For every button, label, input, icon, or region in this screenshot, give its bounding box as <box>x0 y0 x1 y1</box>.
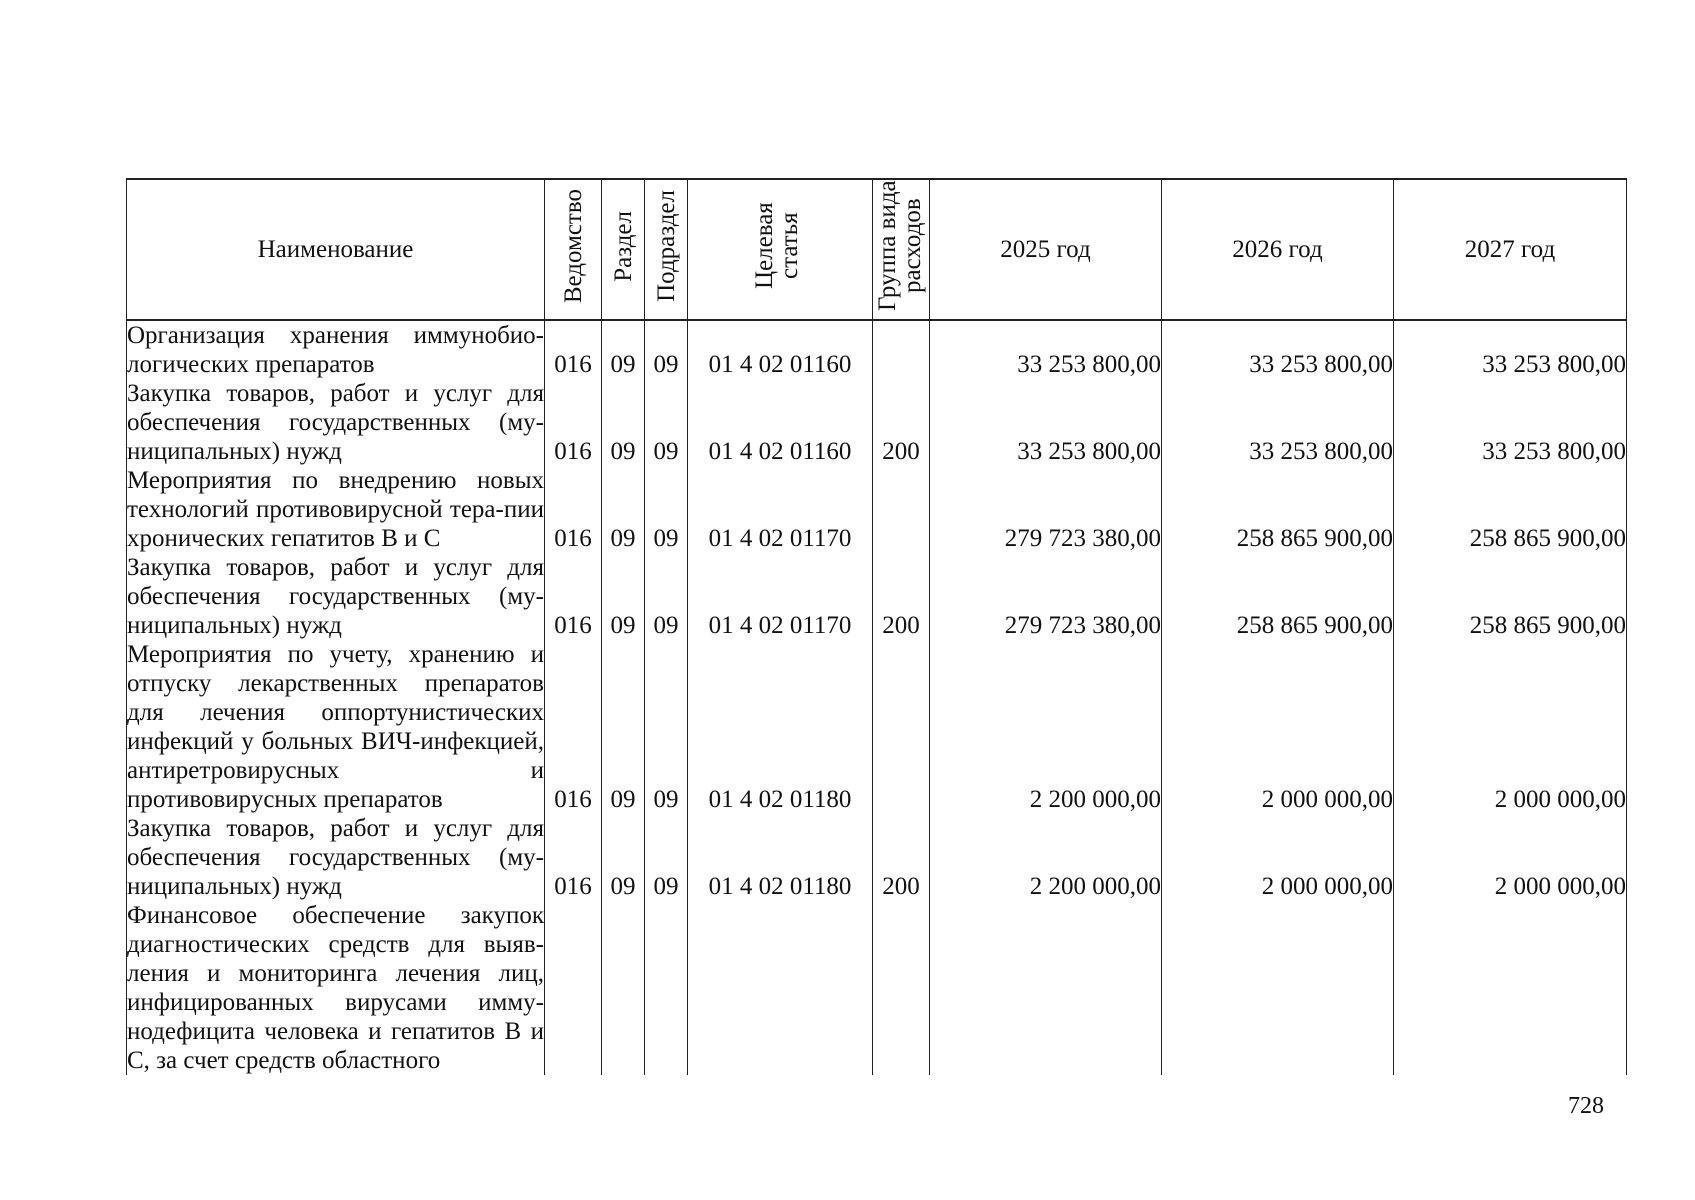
row-2025: 279 723 380,00 <box>930 466 1162 553</box>
row-expense-group <box>873 320 930 379</box>
row-expense-group <box>873 466 930 553</box>
row-name: Мероприятия по внедрению новых технологий противовирусной тера-пии хронических гепатитов В и С <box>127 467 544 552</box>
row-section: 09 <box>602 640 645 814</box>
row-target-item: 01 4 02 01170 <box>688 553 873 640</box>
table-row <box>127 320 1627 379</box>
table-row <box>127 640 1627 814</box>
row-expense-group <box>873 640 930 814</box>
row-subsection: 09 <box>645 553 688 640</box>
row-department <box>545 901 602 1075</box>
header-section: Раздел <box>602 179 645 320</box>
row-department: 016 <box>545 320 602 379</box>
row-name: Закупка товаров, работ и услуг для обеспечения государственных (му-ниципальных) нужд <box>127 380 544 465</box>
header-name: Наименование <box>127 179 545 320</box>
table-row <box>127 379 1627 466</box>
row-2025: 33 253 800,00 <box>930 320 1162 379</box>
row-department: 016 <box>545 466 602 553</box>
row-2026: 2 000 000,00 <box>1162 640 1394 814</box>
row-2026: 33 253 800,00 <box>1162 320 1394 379</box>
row-2027: 258 865 900,00 <box>1394 553 1627 640</box>
table-row <box>127 901 1627 1075</box>
row-2025 <box>930 901 1162 1075</box>
row-2026: 258 865 900,00 <box>1162 553 1394 640</box>
row-target-item: 01 4 02 01160 <box>688 320 873 379</box>
row-section: 09 <box>602 466 645 553</box>
table-header-row <box>127 179 1627 320</box>
row-section <box>602 901 645 1075</box>
row-section: 09 <box>602 379 645 466</box>
row-subsection: 09 <box>645 379 688 466</box>
row-subsection: 09 <box>645 466 688 553</box>
row-2026: 258 865 900,00 <box>1162 466 1394 553</box>
row-2027: 258 865 900,00 <box>1394 466 1627 553</box>
row-target-item <box>688 901 873 1075</box>
page-number: 728 <box>1568 1093 1604 1119</box>
row-target-item: 01 4 02 01180 <box>688 814 873 901</box>
row-expense-group <box>873 901 930 1075</box>
row-2027: 2 000 000,00 <box>1394 640 1627 814</box>
row-department: 016 <box>545 553 602 640</box>
header-department: Ведомство <box>545 179 602 320</box>
row-expense-group: 200 <box>873 814 930 901</box>
row-subsection: 09 <box>645 320 688 379</box>
row-subsection <box>645 901 688 1075</box>
header-expense-group: Группа вида расходов <box>873 179 930 320</box>
header-target-item: Целевая статья <box>688 179 873 320</box>
row-subsection: 09 <box>645 640 688 814</box>
budget-table <box>126 178 1627 1075</box>
row-name: Финансовое обеспечение закупок диагностических средств для выяв-ления и мониторинга лечения лиц, инфицированных вирусами имму-нодефицита человека и гепатитов В и С, за счет средств областного <box>127 902 544 1074</box>
header-subsection: Подраздел <box>645 179 688 320</box>
row-2027 <box>1394 901 1627 1075</box>
row-2026 <box>1162 901 1394 1075</box>
row-subsection: 09 <box>645 814 688 901</box>
row-target-item: 01 4 02 01180 <box>688 640 873 814</box>
row-2027: 33 253 800,00 <box>1394 320 1627 379</box>
row-2026: 2 000 000,00 <box>1162 814 1394 901</box>
header-2026: 2026 год <box>1162 179 1394 320</box>
row-2027: 2 000 000,00 <box>1394 814 1627 901</box>
row-2025: 2 200 000,00 <box>930 814 1162 901</box>
header-2027: 2027 год <box>1394 179 1627 320</box>
row-2027: 33 253 800,00 <box>1394 379 1627 466</box>
row-name: Мероприятия по учету, хранению и отпуску лекарственных препаратов для лечения оппортунистических инфекций у больных ВИЧ-инфекцией, антиретровирусных и противовирусных препаратов <box>127 641 544 813</box>
row-2026: 33 253 800,00 <box>1162 379 1394 466</box>
row-2025: 279 723 380,00 <box>930 553 1162 640</box>
table-row <box>127 466 1627 553</box>
row-2025: 33 253 800,00 <box>930 379 1162 466</box>
row-target-item: 01 4 02 01160 <box>688 379 873 466</box>
row-2025: 2 200 000,00 <box>930 640 1162 814</box>
row-expense-group: 200 <box>873 553 930 640</box>
row-department: 016 <box>545 814 602 901</box>
row-expense-group: 200 <box>873 379 930 466</box>
row-department: 016 <box>545 379 602 466</box>
row-name: Закупка товаров, работ и услуг для обеспечения государственных (му-ниципальных) нужд <box>127 554 544 639</box>
row-name: Организация хранения иммунобио-логических препаратов <box>127 322 544 378</box>
row-name: Закупка товаров, работ и услуг для обеспечения государственных (му-ниципальных) нужд <box>127 815 544 900</box>
row-department: 016 <box>545 640 602 814</box>
row-target-item: 01 4 02 01170 <box>688 466 873 553</box>
table-row <box>127 553 1627 640</box>
header-2025: 2025 год <box>930 179 1162 320</box>
table-row <box>127 814 1627 901</box>
row-section: 09 <box>602 320 645 379</box>
row-section: 09 <box>602 553 645 640</box>
row-section: 09 <box>602 814 645 901</box>
